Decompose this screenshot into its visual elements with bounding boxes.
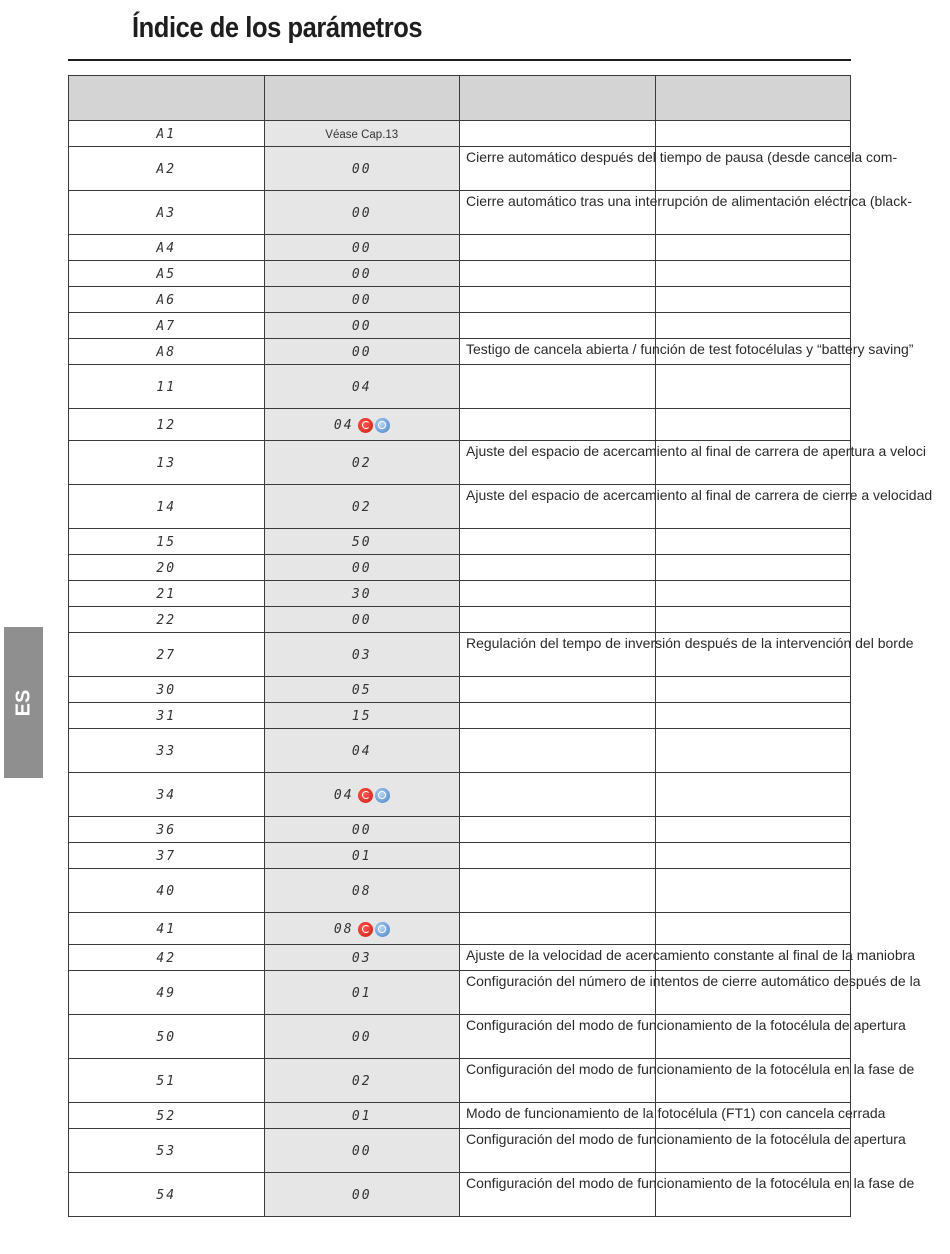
param-code: 20 (156, 560, 177, 576)
param-description: Configuración del modo de funcionamiento de la fotocélula de apertura (460, 1129, 656, 1173)
param-extra-cell (655, 817, 851, 843)
param-description (460, 773, 656, 817)
param-default-cell (264, 633, 460, 677)
param-default-cell (264, 1015, 460, 1059)
title-divider (68, 59, 851, 61)
param-default-cell (264, 817, 460, 843)
param-default-value: 30 (351, 586, 372, 602)
param-code: 40 (156, 883, 177, 899)
param-default-cell (264, 121, 460, 147)
param-description (460, 261, 656, 287)
table-row (69, 339, 851, 365)
speed-icon (358, 788, 373, 803)
table-row (69, 555, 851, 581)
param-code: 12 (156, 417, 177, 433)
torque-icon (375, 788, 390, 803)
param-code-cell (69, 121, 265, 147)
param-default-value: 02 (351, 455, 372, 471)
table-row (69, 971, 851, 1015)
param-code: 13 (156, 455, 177, 471)
param-code-cell (69, 235, 265, 261)
param-default-cell (264, 729, 460, 773)
param-extra-cell (655, 703, 851, 729)
language-tab-label: ES (12, 689, 34, 716)
table-row (69, 313, 851, 339)
param-default-value: 02 (351, 499, 372, 515)
table-row (69, 365, 851, 409)
param-default-value: 00 (351, 240, 372, 256)
param-default-value: 01 (351, 1108, 372, 1124)
param-default-value: 00 (351, 1029, 372, 1045)
param-description (460, 581, 656, 607)
param-description: Cierre automático tras una interrupción de alimentación eléctrica (black- (460, 191, 656, 235)
param-default-cell (264, 607, 460, 633)
language-tab (4, 627, 43, 778)
param-default-cell (264, 913, 460, 945)
speed-icon (358, 922, 373, 937)
param-code: 52 (156, 1108, 177, 1124)
param-code-cell (69, 529, 265, 555)
param-code: 27 (156, 647, 177, 663)
param-default-cell (264, 287, 460, 313)
table-row (69, 191, 851, 235)
table-row (69, 677, 851, 703)
param-code-cell (69, 1103, 265, 1129)
table-row (69, 1059, 851, 1103)
table-row (69, 607, 851, 633)
param-code: A7 (156, 318, 177, 334)
param-code: A1 (156, 126, 177, 142)
param-code: 21 (156, 586, 177, 602)
table-row (69, 1129, 851, 1173)
param-default-cell (264, 409, 460, 441)
param-code-cell (69, 729, 265, 773)
param-default-value: 00 (351, 266, 372, 282)
param-code-cell (69, 555, 265, 581)
param-description (460, 817, 656, 843)
param-default-value: Véase Cap.13 (325, 128, 399, 141)
param-code-cell (69, 843, 265, 869)
param-extra-cell (655, 121, 851, 147)
param-default-value: 04 (333, 417, 354, 433)
param-code: 31 (156, 708, 177, 724)
table-row (69, 633, 851, 677)
table-row (69, 913, 851, 945)
param-description: Ajuste de la velocidad de acercamiento constante al final de la maniobra (460, 945, 656, 971)
table-row (69, 235, 851, 261)
param-extra-cell (655, 409, 851, 441)
param-code-cell (69, 287, 265, 313)
param-code-cell (69, 703, 265, 729)
param-default-value: 02 (351, 1073, 372, 1089)
param-description: Configuración del modo de funcionamiento de la fotocélula de apertura (460, 1015, 656, 1059)
param-code-cell (69, 485, 265, 529)
table-body (69, 121, 933, 1217)
table-row (69, 773, 851, 817)
param-code: 54 (156, 1187, 177, 1203)
param-code: 41 (156, 921, 177, 937)
page-title: Índice de los parámetros (132, 12, 423, 44)
param-description (460, 607, 656, 633)
param-description (460, 313, 656, 339)
param-default-cell (264, 945, 460, 971)
param-default-cell (264, 869, 460, 913)
param-description: Configuración del modo de funcionamiento de la fotocélula en la fase de (460, 1173, 656, 1217)
param-default-value: 00 (351, 205, 372, 221)
param-code: 11 (156, 379, 177, 395)
table-row (69, 581, 851, 607)
param-description (460, 843, 656, 869)
table-row (69, 1015, 851, 1059)
param-default-value: 00 (351, 560, 372, 576)
param-code-cell (69, 971, 265, 1015)
param-default-cell (264, 581, 460, 607)
param-code: 34 (156, 787, 177, 803)
param-extra-cell (655, 287, 851, 313)
param-description: Regulación del tempo de inversión después de la intervención del borde (460, 633, 656, 677)
param-default-value: 00 (351, 1187, 372, 1203)
param-code-cell (69, 1015, 265, 1059)
param-default-cell (264, 441, 460, 485)
param-code: A6 (156, 292, 177, 308)
param-description (460, 913, 656, 945)
param-description: Configuración del modo de funcionamiento de la fotocélula en la fase de (460, 1059, 656, 1103)
param-code-cell (69, 773, 265, 817)
param-description: Cierre automático después del tiempo de pausa (desde cancela com- (460, 147, 656, 191)
param-extra-cell (655, 529, 851, 555)
param-description: Modo de funcionamiento de la fotocélula (FT1) con cancela cerrada (460, 1103, 656, 1129)
param-default-value: 01 (351, 848, 372, 864)
param-default-cell (264, 485, 460, 529)
param-extra-cell (655, 607, 851, 633)
param-extra-cell (655, 677, 851, 703)
param-code-cell (69, 1059, 265, 1103)
param-default-value: 05 (351, 682, 372, 698)
param-code: 50 (156, 1029, 177, 1045)
param-default-value: 04 (333, 787, 354, 803)
table-row (69, 121, 851, 147)
param-default-value: 08 (351, 883, 372, 899)
param-default-value: 00 (351, 344, 372, 360)
header-cell-description (460, 76, 656, 121)
param-code-cell (69, 945, 265, 971)
table-row (69, 729, 851, 773)
param-code-cell (69, 409, 265, 441)
param-description (460, 409, 656, 441)
param-default-value: 00 (351, 318, 372, 334)
param-code: 14 (156, 499, 177, 515)
param-code-cell (69, 607, 265, 633)
table-row (69, 843, 851, 869)
param-code-cell (69, 261, 265, 287)
param-extra-cell (655, 261, 851, 287)
table-row (69, 703, 851, 729)
param-description (460, 121, 656, 147)
param-code-cell (69, 581, 265, 607)
param-default-cell (264, 147, 460, 191)
table-row (69, 441, 851, 485)
param-description (460, 677, 656, 703)
param-code-cell (69, 147, 265, 191)
header-cell-code (69, 76, 265, 121)
param-description (460, 869, 656, 913)
param-default-value: 00 (351, 822, 372, 838)
table-row (69, 945, 851, 971)
param-default-value: 04 (351, 379, 372, 395)
table-row (69, 817, 851, 843)
param-extra-cell (655, 555, 851, 581)
param-code: A4 (156, 240, 177, 256)
param-extra-cell (655, 729, 851, 773)
table-row (69, 261, 851, 287)
speed-icon (358, 418, 373, 433)
param-default-value: 00 (351, 161, 372, 177)
table-row (69, 147, 851, 191)
header-cell-default (264, 76, 460, 121)
param-code: 53 (156, 1143, 177, 1159)
param-default-cell (264, 529, 460, 555)
param-description (460, 529, 656, 555)
param-default-value: 08 (333, 921, 354, 937)
table-row (69, 409, 851, 441)
param-extra-cell (655, 913, 851, 945)
param-description (460, 235, 656, 261)
param-code: A2 (156, 161, 177, 177)
param-default-cell (264, 339, 460, 365)
table-row (69, 869, 851, 913)
param-code: A3 (156, 205, 177, 221)
param-default-cell (264, 843, 460, 869)
param-code-cell (69, 677, 265, 703)
param-default-value: 00 (351, 292, 372, 308)
param-code-cell (69, 913, 265, 945)
param-description: Ajuste del espacio de acercamiento al final de carrera de cierre a velocidad (460, 485, 656, 529)
param-description: Ajuste del espacio de acercamiento al final de carrera de apertura a veloci (460, 441, 656, 485)
param-extra-cell (655, 313, 851, 339)
param-default-value: 00 (351, 1143, 372, 1159)
param-default-cell (264, 971, 460, 1015)
param-code-cell (69, 1129, 265, 1173)
param-default-cell (264, 1059, 460, 1103)
table-row (69, 485, 851, 529)
param-default-value: 00 (351, 612, 372, 628)
param-code: 36 (156, 822, 177, 838)
param-default-value: 50 (351, 534, 372, 550)
param-extra-cell (655, 869, 851, 913)
param-default-cell (264, 1173, 460, 1217)
param-code: 51 (156, 1073, 177, 1089)
param-code-cell (69, 1173, 265, 1217)
table-row (69, 287, 851, 313)
param-code: 15 (156, 534, 177, 550)
param-description (460, 729, 656, 773)
param-default-value: 04 (351, 743, 372, 759)
param-code-cell (69, 633, 265, 677)
param-default-cell (264, 703, 460, 729)
table-row (69, 529, 851, 555)
param-extra-cell (655, 235, 851, 261)
param-code-cell (69, 191, 265, 235)
param-description: Configuración del número de intentos de cierre automático después de la (460, 971, 656, 1015)
torque-icon (375, 418, 390, 433)
table-row (69, 1173, 851, 1217)
param-default-cell (264, 773, 460, 817)
param-description (460, 287, 656, 313)
param-extra-cell (655, 365, 851, 409)
param-extra-cell (655, 773, 851, 817)
param-default-cell (264, 1103, 460, 1129)
param-code-cell (69, 869, 265, 913)
param-code-cell (69, 365, 265, 409)
param-default-cell (264, 191, 460, 235)
param-code-cell (69, 441, 265, 485)
param-code: 33 (156, 743, 177, 759)
param-default-cell (264, 313, 460, 339)
param-default-value: 03 (351, 647, 372, 663)
table-header-row (69, 76, 851, 121)
parameters-table (68, 75, 933, 1217)
param-description: Testigo de cancela abierta / función de test fotocélulas y “battery saving” (460, 339, 656, 365)
param-code: A5 (156, 266, 177, 282)
param-description (460, 365, 656, 409)
param-default-cell (264, 677, 460, 703)
table-row (69, 1103, 851, 1129)
param-code: 30 (156, 682, 177, 698)
param-code: 49 (156, 985, 177, 1001)
param-default-value: 01 (351, 985, 372, 1001)
header-cell-extra (655, 76, 851, 121)
param-default-cell (264, 365, 460, 409)
param-default-cell (264, 261, 460, 287)
param-default-cell (264, 555, 460, 581)
param-description (460, 555, 656, 581)
param-code: 42 (156, 950, 177, 966)
param-default-value: 15 (351, 708, 372, 724)
param-default-cell (264, 235, 460, 261)
param-description (460, 703, 656, 729)
param-default-cell (264, 1129, 460, 1173)
torque-icon (375, 922, 390, 937)
param-code: 22 (156, 612, 177, 628)
param-code-cell (69, 313, 265, 339)
param-extra-cell (655, 581, 851, 607)
param-code-cell (69, 339, 265, 365)
param-code: 37 (156, 848, 177, 864)
param-default-value: 03 (351, 950, 372, 966)
param-code: A8 (156, 344, 177, 360)
param-extra-cell (655, 843, 851, 869)
param-code-cell (69, 817, 265, 843)
